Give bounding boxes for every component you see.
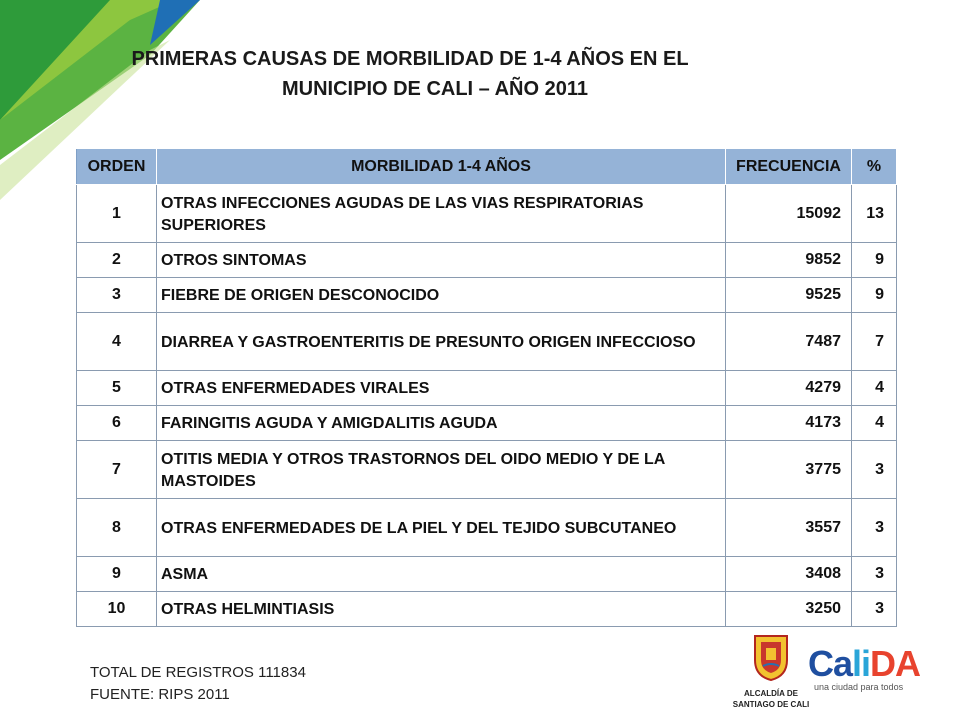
cell-frecuencia: 3408 [726,557,852,592]
cell-morbilidad: OTRAS INFECCIONES AGUDAS DE LAS VIAS RESPIRATORIAS SUPERIORES [157,185,726,243]
cell-percent: 13 [852,185,897,243]
table-row [77,185,897,243]
table-row [77,406,897,441]
calida-part-3: DA [870,643,921,684]
cell-orden: 8 [77,499,157,557]
cell-percent: 4 [852,371,897,406]
cell-percent: 3 [852,441,897,499]
cell-orden: 6 [77,406,157,441]
calida-wordmark [808,644,958,684]
cell-orden: 4 [77,313,157,371]
cell-percent: 3 [852,592,897,627]
cell-percent: 4 [852,406,897,441]
calida-part-2: li [852,643,871,684]
title-line-1: PRIMERAS CAUSAS DE MORBILIDAD DE 1-4 AÑOS EN EL [131,48,689,70]
cell-orden: 2 [77,243,157,278]
table-row [77,441,897,499]
alcaldia-caption-2: SANTIAGO DE CALI [732,700,810,709]
cell-morbilidad: OTRAS HELMINTIASIS [157,592,726,627]
header-percent: % [852,149,897,185]
cell-percent: 3 [852,557,897,592]
table-row [77,371,897,406]
page-title [60,44,760,104]
morbidity-table [76,148,897,627]
cell-frecuencia: 9852 [726,243,852,278]
table-row [77,592,897,627]
calida-tagline: una ciudad para todos [814,682,904,692]
cell-frecuencia: 3250 [726,592,852,627]
cell-orden: 5 [77,371,157,406]
cell-orden: 10 [77,592,157,627]
cell-orden: 7 [77,441,157,499]
cell-morbilidad: OTRAS ENFERMEDADES VIRALES [157,371,726,406]
cell-morbilidad: FIEBRE DE ORIGEN DESCONOCIDO [157,278,726,313]
cell-morbilidad: OTRAS ENFERMEDADES DE LA PIEL Y DEL TEJIDO SUBCUTANEO [157,499,726,557]
calida-logo [808,644,958,704]
cell-frecuencia: 7487 [726,313,852,371]
total-records: TOTAL DE REGISTROS 111834 [90,664,306,681]
cell-percent: 9 [852,243,897,278]
cell-orden: 3 [77,278,157,313]
table-header-row [77,149,897,185]
header-orden: ORDEN [77,149,157,185]
cell-frecuencia: 3775 [726,441,852,499]
cell-percent: 9 [852,278,897,313]
cell-frecuencia: 3557 [726,499,852,557]
coat-of-arms-icon [751,632,791,682]
cell-morbilidad: OTITIS MEDIA Y OTROS TRASTORNOS DEL OIDO MEDIO Y DE LA MASTOIDES [157,441,726,499]
header-morbilidad: MORBILIDAD 1-4 AÑOS [157,149,726,185]
table-row [77,557,897,592]
cell-frecuencia: 4279 [726,371,852,406]
table-row [77,313,897,371]
title-line-2: MUNICIPIO DE CALI – AÑO 2011 [282,78,588,100]
cell-frecuencia: 9525 [726,278,852,313]
data-source: FUENTE: RIPS 2011 [90,686,230,703]
cell-morbilidad: FARINGITIS AGUDA Y AMIGDALITIS AGUDA [157,406,726,441]
cell-percent: 3 [852,499,897,557]
cell-orden: 1 [77,185,157,243]
calida-part-1: Ca [808,643,853,684]
table-row [77,499,897,557]
header-frecuencia: FRECUENCIA [726,149,852,185]
table-row [77,278,897,313]
footer-notes [90,662,306,706]
cell-morbilidad: ASMA [157,557,726,592]
cell-morbilidad: OTROS SINTOMAS [157,243,726,278]
cell-morbilidad: DIARREA Y GASTROENTERITIS DE PRESUNTO ORIGEN INFECCIOSO [157,313,726,371]
alcaldia-caption-1: ALCALDÍA DE [744,689,798,698]
cell-frecuencia: 15092 [726,185,852,243]
cell-frecuencia: 4173 [726,406,852,441]
table-row [77,243,897,278]
cell-orden: 9 [77,557,157,592]
cell-percent: 7 [852,313,897,371]
